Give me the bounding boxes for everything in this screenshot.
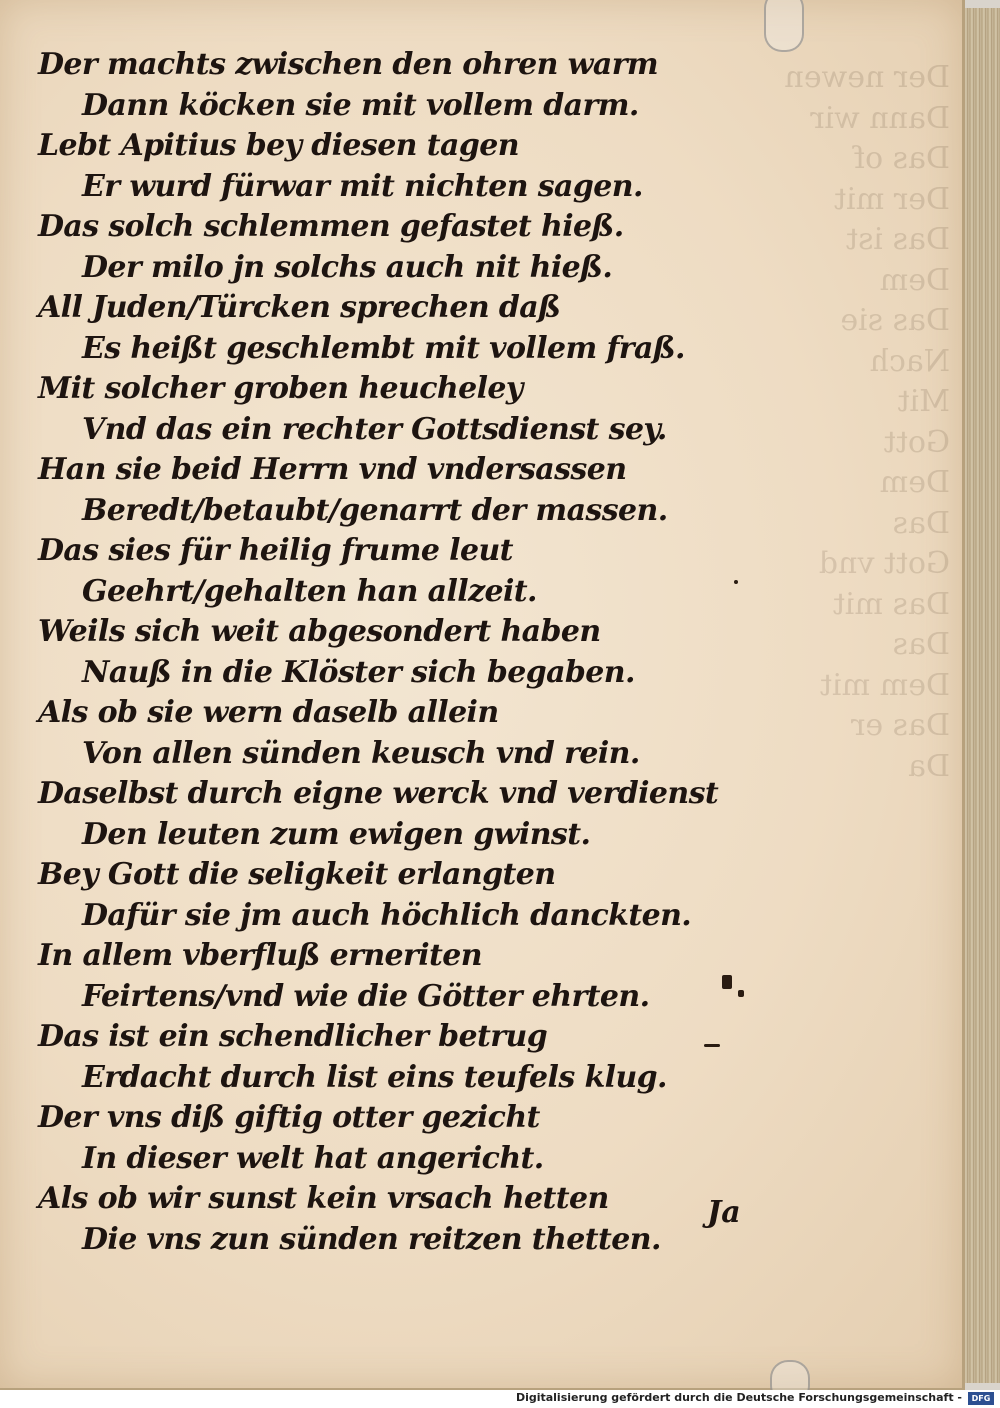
verse-line: Das solch schlemmen gefastet hieß. xyxy=(38,209,624,244)
verse-line: Nauß in die Klöster sich begaben. xyxy=(82,654,635,690)
verse-line: Von allen sünden keusch vnd rein. xyxy=(82,735,640,771)
ink-speck xyxy=(738,990,744,997)
verse-line: Daselbst durch eigne werck vnd verdienst xyxy=(38,776,719,811)
verse-text-block xyxy=(38,45,719,1260)
verse-line: Lebt Apitius bey diesen tagen xyxy=(38,128,519,163)
ink-speck xyxy=(704,1044,720,1047)
verse-line: Als ob wir sunst kein vrsach hetten xyxy=(38,1181,609,1216)
verse-line: Vnd das ein rechter Gottsdienst sey. xyxy=(82,411,667,447)
verse-line: Die vns zun sünden reitzen thetten. xyxy=(82,1221,661,1257)
ink-speck xyxy=(734,580,738,584)
verse-line: Es heißt geschlembt mit vollem fraß. xyxy=(82,330,685,366)
verse-line: Bey Gott die seligkeit erlangten xyxy=(38,857,556,892)
paper-clip-top xyxy=(764,0,804,52)
verse-line: Der vns diß giftig otter gezicht xyxy=(38,1100,540,1135)
digitization-footer xyxy=(0,1390,1000,1408)
verse-line: Er wurd fürwar mit nichten sagen. xyxy=(82,168,643,204)
funding-credit: Digitalisierung gefördert durch die Deutsche Forschungsgemeinschaft - xyxy=(515,1391,962,1404)
verse-line: Geehrt/gehalten han allzeit. xyxy=(82,573,537,609)
verse-line: Feirtens/vnd wie die Götter ehrten. xyxy=(82,978,650,1014)
verse-line: Han sie beid Herrn vnd vndersassen xyxy=(38,452,627,487)
show-through-text: Der newen Dann wir Das of Der mit Das ist Dem Das sie Nach Mit Gott Dem Das Gott vnd Das mit Das Dem mit Das er Da xyxy=(784,60,950,784)
verse-line: Der machts zwischen den ohren warm xyxy=(38,47,659,82)
verse-line: Der milo jn solchs auch nit hieß. xyxy=(82,249,613,285)
verse-line: Als ob sie wern daselb allein xyxy=(38,695,499,730)
verse-line: Das ist ein schendlicher betrug xyxy=(38,1019,548,1054)
verse-line: Den leuten zum ewigen gwinst. xyxy=(82,816,591,852)
verse-line: Dafür sie jm auch höchlich danckten. xyxy=(82,897,692,933)
dfg-logo: DFG xyxy=(968,1392,994,1405)
verse-line: In dieser welt hat angericht. xyxy=(82,1140,544,1176)
verse-line: Beredt/betaubt/genarrt der massen. xyxy=(82,492,668,528)
verse-line: Dann köcken sie mit vollem darm. xyxy=(82,87,639,123)
ink-speck xyxy=(722,975,732,989)
catchword: Ja xyxy=(707,1195,741,1230)
verse-line: In allem vberfluß erneriten xyxy=(38,938,482,973)
verse-line: All Juden/Türcken sprechen daß xyxy=(38,290,561,325)
verse-line: Erdacht durch list eins teufels klug. xyxy=(82,1059,667,1095)
verse-line: Weils sich weit abgesondert haben xyxy=(38,614,601,649)
verse-line: Das sies für heilig frume leut xyxy=(38,533,513,568)
verse-line: Mit solcher groben heucheley xyxy=(38,371,523,406)
